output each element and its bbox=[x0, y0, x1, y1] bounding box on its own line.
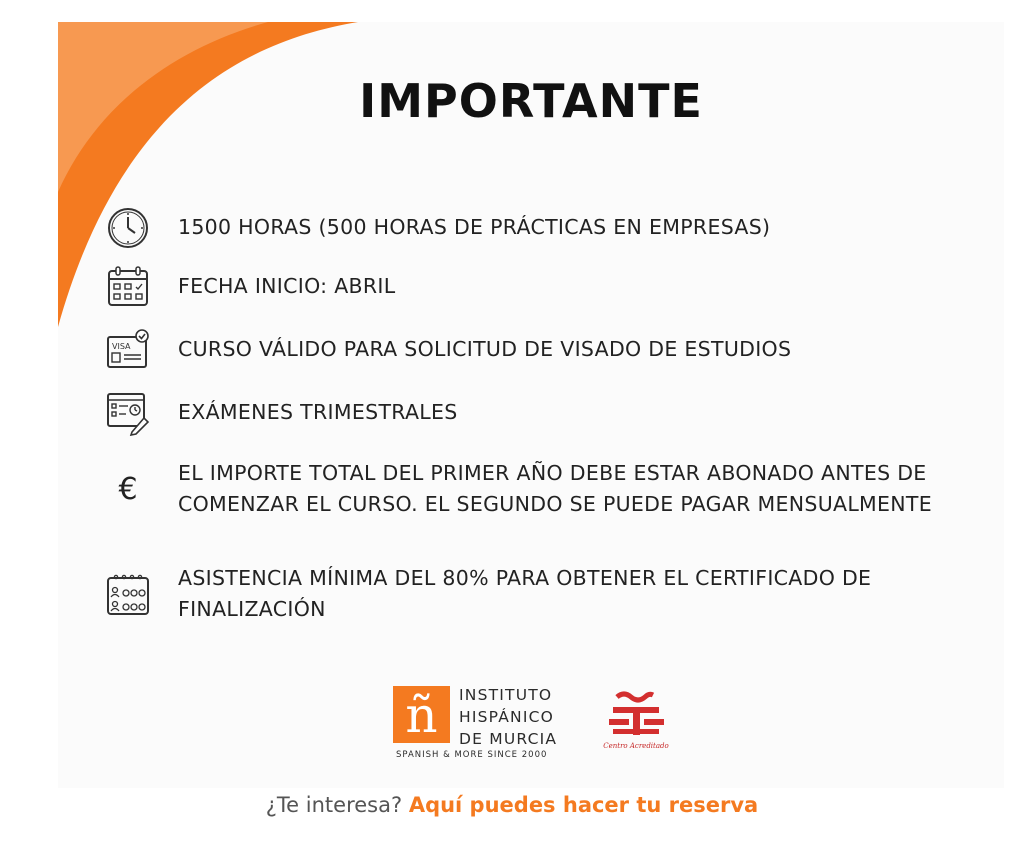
cervantes-caption: Centro Acreditado bbox=[603, 742, 669, 750]
info-line: EL IMPORTE TOTAL DEL PRIMER AÑO DEBE ESTAR ABONADO ANTES DE bbox=[178, 461, 927, 485]
info-item-exams bbox=[104, 388, 458, 436]
calendar-icon bbox=[104, 262, 152, 310]
info-item-text bbox=[178, 397, 458, 428]
instituto-logo-name bbox=[459, 684, 557, 750]
cervantes-mark-icon bbox=[601, 689, 671, 741]
logo-name-line: HISPÁNICO bbox=[459, 708, 555, 726]
info-line: ASISTENCIA MÍNIMA DEL 80% PARA OBTENER EL CERTIFICADO DE bbox=[178, 566, 872, 590]
info-line: FECHA INICIO: ABRIL bbox=[178, 273, 396, 298]
info-item-hours bbox=[104, 203, 770, 251]
svg-text:€: € bbox=[118, 472, 138, 507]
info-item-text bbox=[178, 271, 396, 302]
info-card bbox=[58, 22, 1004, 788]
booking-link[interactable]: Aquí puedes hacer tu reserva bbox=[408, 793, 759, 817]
info-line: 1500 HORAS (500 HORAS DE PRÁCTICAS EN EMPRESAS) bbox=[178, 214, 771, 239]
booking-cta bbox=[0, 793, 1024, 817]
visa-icon bbox=[104, 325, 152, 373]
logo-letter: ñ bbox=[405, 686, 438, 744]
logo-name-line: INSTITUTO bbox=[459, 686, 553, 704]
exam-icon bbox=[104, 388, 152, 436]
info-item-text bbox=[178, 334, 791, 365]
info-line: FINALIZACIÓN bbox=[178, 597, 326, 621]
info-item-start-date bbox=[104, 262, 396, 310]
logo-name-line: DE MURCIA bbox=[459, 730, 558, 748]
info-line: COMENZAR EL CURSO. EL SEGUNDO SE PUEDE PAGAR MENSUALMENTE bbox=[178, 492, 932, 516]
info-item-attendance bbox=[104, 563, 871, 625]
info-line: CURSO VÁLIDO PARA SOLICITUD DE VISADO DE ESTUDIOS bbox=[178, 336, 792, 361]
page-title: IMPORTANTE bbox=[359, 74, 703, 128]
info-item-visa bbox=[104, 325, 791, 373]
info-item-text bbox=[178, 458, 932, 520]
clock-icon bbox=[104, 203, 152, 251]
attendance-icon bbox=[104, 570, 152, 618]
info-line: EXÁMENES TRIMESTRALES bbox=[178, 399, 458, 424]
logo-tagline: SPANISH & MORE SINCE 2000 bbox=[396, 750, 548, 760]
info-item-payment bbox=[104, 458, 932, 520]
info-item-text bbox=[178, 212, 770, 243]
svg-text:VISA: VISA bbox=[112, 342, 131, 351]
logos bbox=[393, 682, 693, 772]
euro-icon bbox=[104, 465, 152, 513]
info-item-text bbox=[178, 563, 871, 625]
cervantes-logo bbox=[601, 689, 671, 753]
cta-question: ¿Te interesa? bbox=[265, 793, 403, 817]
instituto-logo-mark bbox=[393, 686, 450, 743]
